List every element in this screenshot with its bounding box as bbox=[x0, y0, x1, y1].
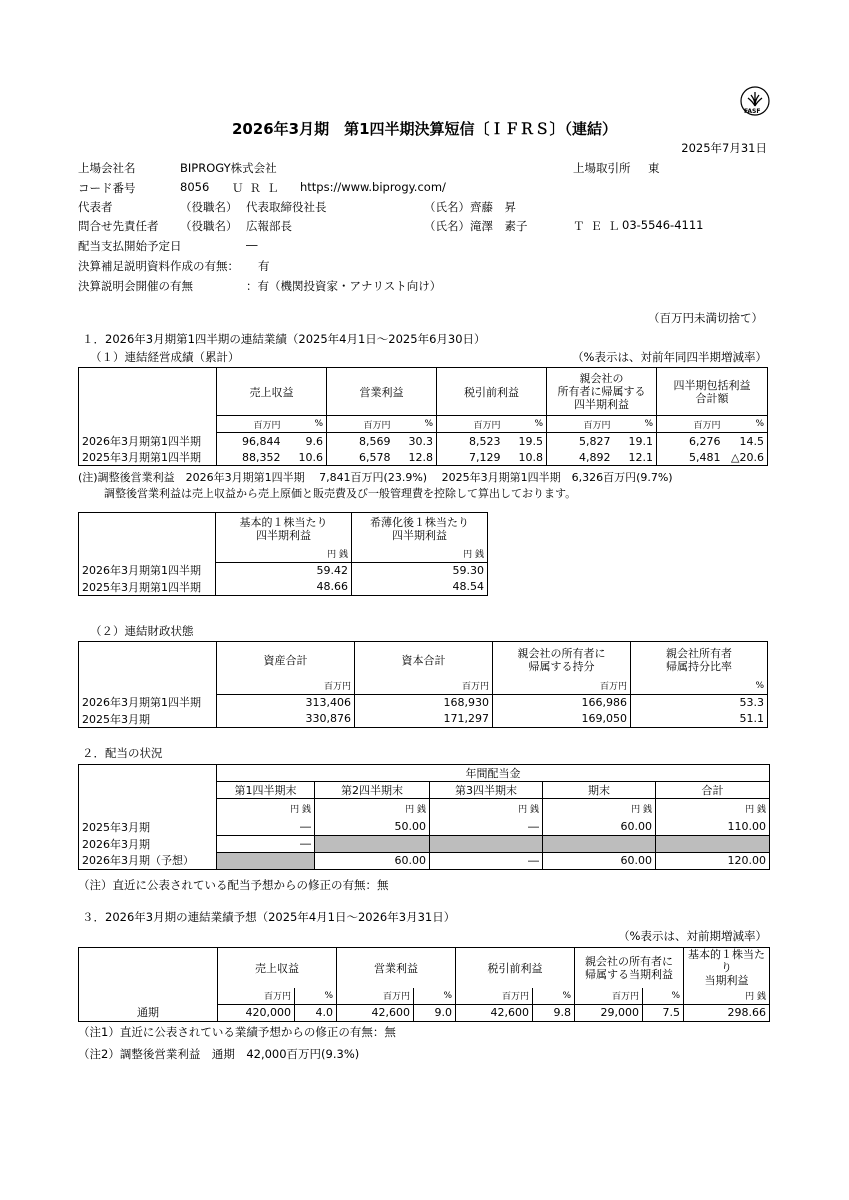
unit-cell: % bbox=[533, 988, 575, 1005]
col-revenue: 売上収益 bbox=[218, 948, 337, 988]
section3-note: （%表示は、対前期増減率） bbox=[618, 929, 767, 943]
col-total-equity: 資本合計 bbox=[355, 642, 493, 678]
cell: 7.5 bbox=[643, 1004, 684, 1021]
blank-cell bbox=[79, 546, 216, 563]
cell: 59.42 bbox=[216, 562, 352, 579]
cell: 53.3 bbox=[631, 694, 768, 711]
col-revenue: 売上収益 bbox=[217, 368, 327, 416]
unit-cell: 円 銭 bbox=[217, 799, 315, 819]
cell: 420,000 bbox=[218, 1004, 295, 1021]
cell: 9.0 bbox=[414, 1004, 456, 1021]
blank-cell bbox=[79, 988, 218, 1005]
col-pretax-profit: 税引前利益 bbox=[437, 368, 547, 416]
col-net-profit: 親会社の 所有者に帰属する 四半期利益 bbox=[547, 368, 657, 416]
row-label: 2025年3月期 bbox=[79, 819, 217, 836]
cell: 48.66 bbox=[216, 579, 352, 596]
rep-name: 齊藤 昇 bbox=[470, 200, 516, 214]
company-name-label: 上場会社名 bbox=[78, 161, 136, 175]
cell: 14.5 bbox=[724, 433, 768, 450]
cell: 9.8 bbox=[533, 1004, 575, 1021]
meeting-value: ：有（機関投資家・アナリスト向け） bbox=[246, 279, 442, 293]
unit-cell: 円 銭 bbox=[656, 799, 770, 819]
table-row bbox=[79, 1004, 770, 1021]
cell: 5,481 bbox=[657, 449, 724, 466]
cell: ― bbox=[217, 835, 315, 852]
unit-cell: % bbox=[295, 988, 337, 1005]
tel-label: ＴＥＬ bbox=[573, 219, 626, 233]
section1-sub2: （２）連結財政状態 bbox=[90, 624, 194, 638]
unit-cell: % bbox=[643, 988, 684, 1005]
col-eps: 基本的１株当たり 当期利益 bbox=[684, 948, 770, 988]
meeting-label: 決算説明会開催の有無 bbox=[78, 279, 193, 293]
col-operating-profit: 営業利益 bbox=[327, 368, 437, 416]
group-annual-dividend: 年間配当金 bbox=[217, 765, 770, 782]
logo-text: FASF bbox=[744, 108, 761, 115]
contact-name: 滝澤 素子 bbox=[470, 219, 528, 233]
unit-cell: 百万円 bbox=[547, 416, 614, 433]
cell: 166,986 bbox=[493, 694, 631, 711]
corner-cell bbox=[79, 765, 217, 799]
col-q1-end: 第1四半期末 bbox=[217, 782, 315, 799]
col-total-assets: 資産合計 bbox=[217, 642, 355, 678]
cell: 51.1 bbox=[631, 711, 768, 728]
exchange: 東 bbox=[648, 161, 660, 175]
section1-sub1: （１）連結経営成績（累計） bbox=[90, 350, 240, 364]
unit-cell: 円 銭 bbox=[684, 988, 770, 1005]
cell: 42,600 bbox=[456, 1004, 533, 1021]
table-row bbox=[79, 449, 768, 466]
cell: 48.54 bbox=[352, 579, 488, 596]
shaded-cell bbox=[217, 852, 315, 869]
table-row bbox=[79, 562, 488, 579]
unit-cell: % bbox=[414, 988, 456, 1005]
supp-value: 有 bbox=[258, 259, 270, 273]
tel: 03-5546-4111 bbox=[622, 218, 704, 232]
row-label: 2026年3月期第1四半期 bbox=[79, 694, 217, 711]
cell: 169,050 bbox=[493, 711, 631, 728]
unit-cell: % bbox=[631, 678, 768, 695]
cell: 330,876 bbox=[217, 711, 355, 728]
row-label: 2026年3月期（予想） bbox=[79, 852, 217, 869]
col-total: 合計 bbox=[656, 782, 770, 799]
corner-cell bbox=[79, 948, 218, 988]
col-equity-ratio: 親会社所有者 帰属持分比率 bbox=[631, 642, 768, 678]
financial-position-table bbox=[78, 641, 768, 728]
dividend-date-label: 配当支払開始予定日 bbox=[78, 239, 182, 253]
contact-label: 問合せ先責任者 bbox=[78, 219, 159, 233]
row-label: 2025年3月期第1四半期 bbox=[79, 579, 216, 596]
url[interactable]: https://www.biprogy.com/ bbox=[300, 180, 446, 194]
adjusted-op-note: (注)調整後営業利益 2026年3月期第1四半期 7,841百万円(23.9%) 2025年3月期第1四半期 6,326百万円(9.7%) bbox=[78, 471, 673, 484]
cell: 50.00 bbox=[315, 819, 430, 836]
row-label: 2026年3月期第1四半期 bbox=[79, 562, 216, 579]
code-label: コード番号 bbox=[78, 181, 136, 195]
cell: 4,892 bbox=[547, 449, 614, 466]
cell: 42,600 bbox=[337, 1004, 414, 1021]
col-diluted-eps: 希薄化後１株当たり 四半期利益 bbox=[352, 513, 488, 546]
shaded-cell bbox=[315, 835, 430, 852]
section1-heading: １．2026年3月期第1四半期の連結業績（2025年4月1日～2025年6月30日） bbox=[82, 332, 486, 346]
contact-title-label: （役職名） bbox=[180, 219, 238, 233]
cell: 5,827 bbox=[547, 433, 614, 450]
cell: 96,844 bbox=[217, 433, 284, 450]
supp-label: 決算補足説明資料作成の有無： bbox=[78, 259, 239, 273]
cell: 110.00 bbox=[656, 819, 770, 836]
cell: 88,352 bbox=[217, 449, 284, 466]
col-q2-end: 第2四半期末 bbox=[315, 782, 430, 799]
unit-cell: 百万円 bbox=[437, 416, 504, 433]
cell: 171,297 bbox=[355, 711, 493, 728]
report-date: 2025年7月31日 bbox=[681, 141, 767, 155]
cell: 120.00 bbox=[656, 852, 770, 869]
cell: △20.6 bbox=[724, 449, 768, 466]
table-row bbox=[79, 819, 770, 836]
unit-cell: % bbox=[724, 416, 768, 433]
blank-cell bbox=[79, 678, 217, 695]
contact-title: 広報部長 bbox=[246, 219, 292, 233]
unit-cell: 円 銭 bbox=[216, 546, 352, 563]
row-label: 2025年3月期第1四半期 bbox=[79, 449, 217, 466]
fasf-logo bbox=[740, 86, 770, 116]
cell: 6,578 bbox=[327, 449, 394, 466]
col-net-profit: 親会社の所有者に 帰属する当期利益 bbox=[575, 948, 684, 988]
cell: 12.1 bbox=[614, 449, 657, 466]
row-label: 2026年3月期第1四半期 bbox=[79, 433, 217, 450]
unit-cell: 円 銭 bbox=[430, 799, 543, 819]
shaded-cell bbox=[543, 835, 656, 852]
dividend-date: ― bbox=[246, 238, 258, 252]
unit-cell: 円 銭 bbox=[543, 799, 656, 819]
col-owners-equity: 親会社の所有者に 帰属する持分 bbox=[493, 642, 631, 678]
cell: 12.8 bbox=[394, 449, 437, 466]
rep-title-label: （役職名） bbox=[180, 200, 238, 214]
cell: 10.8 bbox=[504, 449, 547, 466]
shaded-cell bbox=[656, 835, 770, 852]
adjusted-op-definition: 調整後営業利益は売上収益から売上原価と販売費及び一般管理費を控除して算出しております。 bbox=[104, 487, 577, 500]
cell: 30.3 bbox=[394, 433, 437, 450]
cell: 313,406 bbox=[217, 694, 355, 711]
forecast-adjusted-op-note: （注2）調整後営業利益 通期 42,000百万円(9.3%) bbox=[78, 1047, 360, 1061]
unit-cell: 百万円 bbox=[337, 988, 414, 1005]
cell: 8,569 bbox=[327, 433, 394, 450]
unit-cell: 百万円 bbox=[493, 678, 631, 695]
table-row bbox=[79, 694, 768, 711]
eps-table bbox=[78, 512, 488, 596]
row-label: 2026年3月期 bbox=[79, 835, 217, 852]
dividend-revision-note: （注）直近に公表されている配当予想からの修正の有無：無 bbox=[78, 878, 389, 892]
unit-cell: 百万円 bbox=[575, 988, 643, 1005]
cell: ― bbox=[217, 819, 315, 836]
blank-cell bbox=[79, 416, 217, 433]
cell: 298.66 bbox=[684, 1004, 770, 1021]
unit-cell: 百万円 bbox=[657, 416, 724, 433]
shaded-cell bbox=[430, 835, 543, 852]
cell: 59.30 bbox=[352, 562, 488, 579]
section1-sub1-note: （%表示は、対前年同四半期増減率） bbox=[572, 350, 767, 364]
table-row bbox=[79, 433, 768, 450]
unit-cell: 百万円 bbox=[456, 988, 533, 1005]
rep-label: 代表者 bbox=[78, 200, 113, 214]
table-row bbox=[79, 711, 768, 728]
col-pretax-profit: 税引前利益 bbox=[456, 948, 575, 988]
rep-title: 代表取締役社長 bbox=[246, 200, 327, 214]
rep-name-label: （氏名） bbox=[424, 200, 470, 214]
unit-cell: 百万円 bbox=[217, 416, 284, 433]
cell: 60.00 bbox=[543, 819, 656, 836]
row-label: 2025年3月期 bbox=[79, 711, 217, 728]
unit-cell: % bbox=[284, 416, 327, 433]
col-q3-end: 第3四半期末 bbox=[430, 782, 543, 799]
blank-cell bbox=[79, 799, 217, 819]
section3-heading: ３．2026年3月期の連結業績予想（2025年4月1日～2026年3月31日） bbox=[82, 910, 456, 924]
dividend-table bbox=[78, 764, 770, 870]
row-label: 通期 bbox=[79, 1004, 218, 1021]
col-basic-eps: 基本的１株当たり 四半期利益 bbox=[216, 513, 352, 546]
operating-results-table bbox=[78, 367, 768, 466]
forecast-table bbox=[78, 947, 770, 1022]
table-row bbox=[79, 835, 770, 852]
cell: 4.0 bbox=[295, 1004, 337, 1021]
cell: 60.00 bbox=[315, 852, 430, 869]
unit-cell: 百万円 bbox=[327, 416, 394, 433]
cell: 9.6 bbox=[284, 433, 327, 450]
cell: 6,276 bbox=[657, 433, 724, 450]
unit-cell: % bbox=[614, 416, 657, 433]
col-operating-profit: 営業利益 bbox=[337, 948, 456, 988]
unit-cell: 百万円 bbox=[218, 988, 295, 1005]
contact-name-label: （氏名） bbox=[424, 219, 470, 233]
cell: 60.00 bbox=[543, 852, 656, 869]
cell: ― bbox=[430, 819, 543, 836]
cell: 29,000 bbox=[575, 1004, 643, 1021]
cell: 19.5 bbox=[504, 433, 547, 450]
table-row bbox=[79, 852, 770, 869]
corner-cell bbox=[79, 368, 217, 416]
code: 8056 bbox=[180, 180, 210, 194]
section2-heading: ２．配当の状況 bbox=[82, 746, 163, 760]
exchange-label: 上場取引所 bbox=[573, 161, 631, 175]
unit-cell: 円 銭 bbox=[352, 546, 488, 563]
rounding-note: （百万円未満切捨て） bbox=[648, 311, 763, 325]
cell: 168,930 bbox=[355, 694, 493, 711]
cell: 8,523 bbox=[437, 433, 504, 450]
corner-cell bbox=[79, 513, 216, 546]
table-row bbox=[79, 579, 488, 596]
col-comprehensive: 四半期包括利益 合計額 bbox=[657, 368, 768, 416]
col-year-end: 期末 bbox=[543, 782, 656, 799]
unit-cell: % bbox=[504, 416, 547, 433]
company-name: BIPROGY株式会社 bbox=[180, 161, 277, 175]
forecast-revision-note: （注1）直近に公表されている業績予想からの修正の有無：無 bbox=[78, 1025, 396, 1039]
cell: 19.1 bbox=[614, 433, 657, 450]
url-label: ＵＲＬ bbox=[232, 181, 285, 195]
corner-cell bbox=[79, 642, 217, 678]
unit-cell: % bbox=[394, 416, 437, 433]
cell: ― bbox=[430, 852, 543, 869]
page-title: 2026年3月期 第1四半期決算短信〔ＩＦＲＳ〕（連結） bbox=[231, 120, 618, 138]
cell: 7,129 bbox=[437, 449, 504, 466]
cell: 10.6 bbox=[284, 449, 327, 466]
unit-cell: 百万円 bbox=[217, 678, 355, 695]
unit-cell: 円 銭 bbox=[315, 799, 430, 819]
unit-cell: 百万円 bbox=[355, 678, 493, 695]
